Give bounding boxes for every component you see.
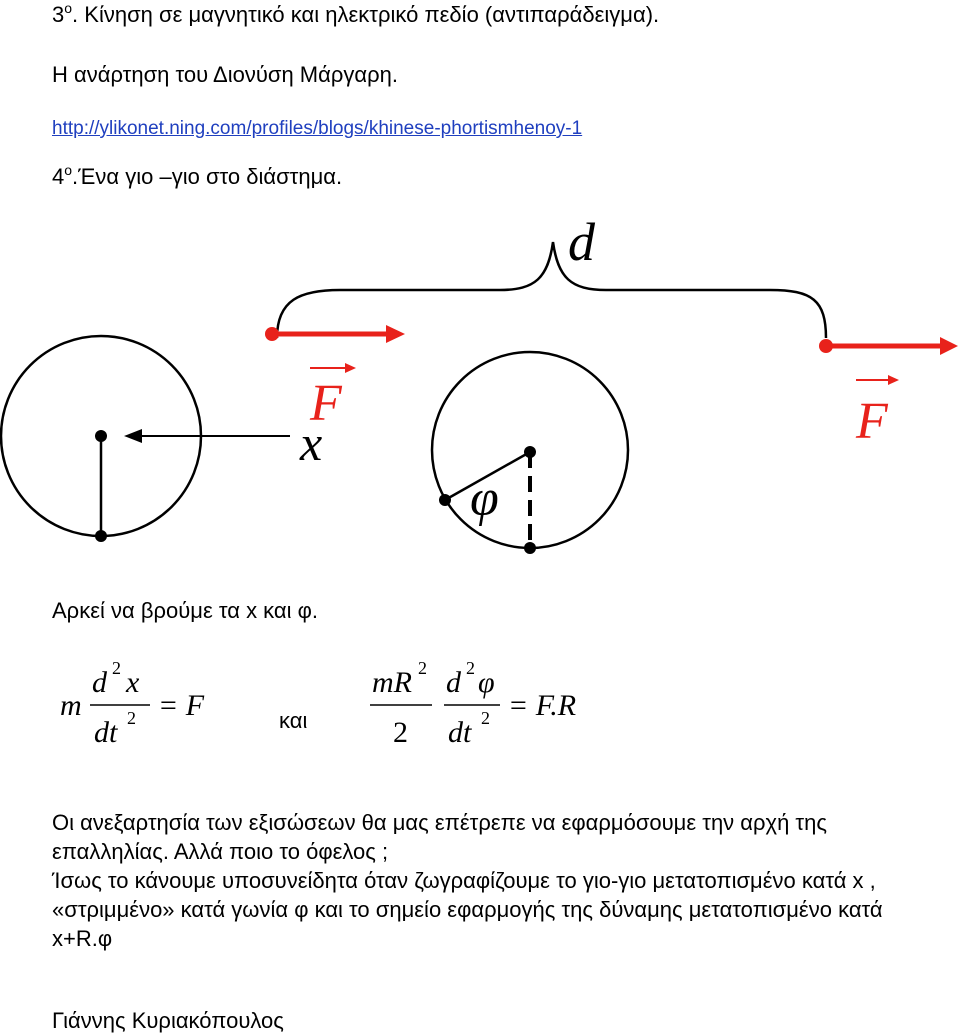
left-string-point [95, 530, 107, 542]
eq2-num-mr: mR [372, 666, 412, 699]
distance-brace [277, 242, 826, 338]
blog-link[interactable]: http://ylikonet.ning.com/profiles/blogs/khinese-phortismhenoy-1 [52, 118, 583, 139]
phi-label: φ [470, 470, 499, 527]
eq2-d-exp: 2 [466, 658, 475, 678]
eq2-den: 2 [393, 716, 408, 749]
eq2-num-exp: 2 [418, 658, 427, 678]
ordinal-superscript: ο [64, 0, 73, 16]
x-label: x [300, 415, 323, 471]
ordinal-superscript: ο [64, 162, 73, 178]
conjunction: και [279, 708, 308, 733]
item-number: 3 [52, 2, 65, 27]
right-force-point [819, 339, 833, 353]
force-label-right: F [856, 393, 888, 450]
eq1-num-x: x [126, 666, 140, 699]
blog-reference: Η ανάρτηση του Διονύση Μάργαρη. [52, 62, 398, 87]
item-number: 4 [52, 164, 65, 189]
rotated-string-point [439, 494, 451, 506]
eq1-num-d: d [92, 666, 107, 699]
original-string-point [524, 542, 536, 554]
left-force-arrowhead [386, 325, 405, 343]
heading-text: . Κίνηση σε μαγνητικό και ηλεκτρικό πεδίο (αντιπαράδειγμα). [72, 2, 660, 27]
caption: Αρκεί να βρούμε τα x και φ. [52, 598, 319, 623]
eq1-rhs: = F [158, 689, 205, 722]
heading-text: .Ένα γιο –γιο στο διάστημα. [72, 164, 343, 189]
eq1-den-exp: 2 [127, 708, 136, 728]
eq2-phi: φ [478, 666, 495, 699]
eq2-dt: dt [448, 716, 472, 749]
eq2-dt-exp: 2 [481, 708, 490, 728]
vector-bar-arrow [345, 363, 356, 373]
paragraph-line: Οι ανεξαρτησία των εξισώσεων θα μας επέτρεπε να εφαρμόσουμε την αρχή της επαλληλίας. Αλλά ποιο το όφελος ; [52, 810, 827, 864]
author-signature: Γιάννης Κυριακόπουλος [52, 1008, 284, 1033]
left-force-point [265, 327, 279, 341]
eq1-num-exp: 2 [112, 658, 121, 678]
explanation-paragraph [52, 808, 942, 953]
eq1-mass: m [60, 689, 82, 722]
vector-bar-arrow [888, 375, 899, 385]
right-center-dot [524, 446, 536, 458]
displacement-arrowhead [124, 429, 142, 443]
right-force-arrowhead [940, 337, 958, 355]
d-label: d [568, 212, 595, 272]
force-label-left: F [310, 375, 342, 432]
eq2-d: d [446, 666, 461, 699]
left-center-dot [95, 430, 107, 442]
eq2-rhs: = F.R [508, 689, 577, 722]
paragraph-line: Ίσως το κάνουμε υποσυνείδητα όταν ζωγραφίζουμε το γιο-γιο μετατοπισμένο κατά x , «στριμμένο» κατά γωνία φ και το σημείο εφαρμογής της δύναμης μετατοπισμένο κατά x+R.φ [52, 868, 883, 951]
eq1-den: dt [94, 716, 118, 749]
